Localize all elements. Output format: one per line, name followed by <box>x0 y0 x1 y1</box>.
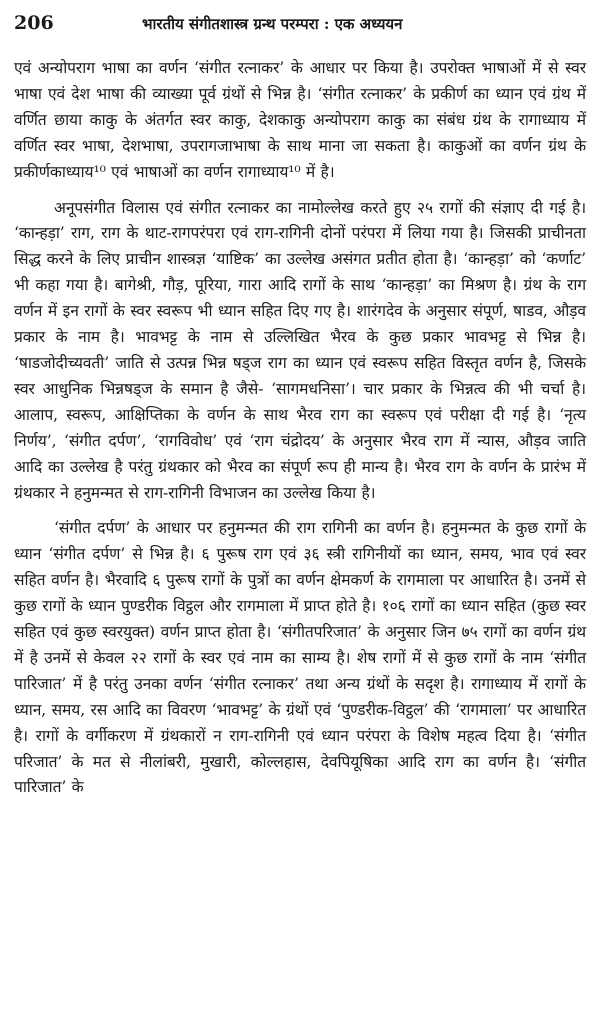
paragraph: अनूपसंगीत विलास एवं संगीत रत्नाकर का नामोल्लेख करते हुए २५ रागों की संज्ञाए दी गई है। ‘कान्हड़ा’ राग, राग के थाट-रागपरंपरा एवं राग-रागिनी दोनों परंपरा में लिया गया है। जिसकी प्राचीनता सिद्ध करने के लिए प्राचीन शास्त्रज्ञ ‘याष्टिक’ का उल्लेख असंगत प्रतीत होता है। ‘कान्हड़ा’ को ‘कर्णाट’ भी कहा गया है। बागेश्री, गौड़, पूरिया, गारा आदि रागों के साथ ‘कान्हड़ा’ का मिश्रण है। ग्रंथ के राग वर्णन में इन रागों के स्वर स्वरूप भी ध्यान सहित दिए गए है। शारंगदेव के अनुसार संपूर्ण, षाडव, औड़व प्रकार के नाम है। भावभट्ट के नाम से उल्लिखित भैरव के कुछ प्रकार भावभट्ट से भिन्न है। ‘षाडजोदीच्यवती’ जाति से उत्पन्न भिन्न षड्ज राग का ध्यान एवं स्वरूप सहित विस्तृत वर्णन है, जिसके स्वर आधुनिक भिन्नषड्ज के समान है जैसे- ‘सागमधनिसा’। चार प्रकार के भिन्नत्व की भी चर्चा है। आलाप, स्वरूप, आक्षिप्तिका के वर्णन के साथ भैरव राग का स्वरूप एवं परीक्षा दी गई है। ‘नृत्य निर्णय’, ‘संगीत दर्पण’, ‘रागविवोध’ एवं ‘राग चंद्रोदय’ के अनुसार भैरव राग में न्यास, औड़व जाति आदि का उल्लेख है परंतु ग्रंथकार को भैरव का संपूर्ण रूप ही मान्य है। भैरव राग के वर्णन के प्रारंभ में ग्रंथकार ने हनुमन्मत से राग-रागिनी विभाजन का उल्लेख किया है। <box>14 198 586 502</box>
running-head: भारतीय संगीतशास्त्र ग्रन्थ परम्परा : एक अध्ययन <box>142 15 403 33</box>
page-number: 206 <box>14 12 54 34</box>
page-header <box>14 12 586 42</box>
paragraph: ‘संगीत दर्पण’ के आधार पर हनुमन्मत की राग रागिनी का वर्णन है। हनुमन्मत के कुछ रागों के ध्यान ‘संगीत दर्पण’ से भिन्न है। ६ पुरूष राग एवं ३६ स्त्री रागिनीयों का ध्यान, समय, भाव एवं स्वर सहित वर्णन है। भैरवादि ६ पुरूष रागों के पुत्रों का वर्णन क्षेमकर्ण के रागमाला पर आधारित है। उनमें से कुछ रागों के ध्यान पुण्डरीक विट्ठल और रागमाला में प्राप्त होते है। १०६ रागों का ध्यान सहित (कुछ स्वर सहित एवं कुछ स्वरयुक्त) वर्णन प्राप्त होता है। ‘संगीतपरिजात’ के अनुसार जिन ७५ रागों का वर्णन ग्रंथ में है उनमें से केवल २२ रागों के स्वर एवं नाम का साम्य है। शेष रागों में से कुछ रागों के नाम ‘संगीत पारिजात’ में है परंतु उनका वर्णन ‘संगीत रत्नाकर’ तथा अन्य ग्रंथों के सदृश है। रागाध्याय में रागों के ध्यान, समय, रस आदि का विवरण ‘भावभट्ट’ के ग्रंथों एवं ‘पुण्डरीक-विट्ठल’ की ‘रागमाला’ पर आधारित है। रागों के वर्गीकरण में ग्रंथकारों न राग-रागिनी एवं ध्यान परंपरा के विशेष महत्व दिया है। ‘संगीत परिजात’ के मत से नीलांबरी, मुखारी, कोल्लहास, देवपियूषिका आदि राग का वर्णन है। ‘संगीत पारिजात’ के <box>14 519 586 797</box>
body-text <box>14 56 586 801</box>
paragraph: एवं अन्योपराग भाषा का वर्णन ‘संगीत रत्नाकर’ के आधार पर किया है। उपरोक्त भाषाओं में से स्वर भाषा एवं देश भाषा की व्याख्या पूर्व ग्रंथों से भिन्न है। ‘संगीत रत्नाकर’ के प्रकीर्ण का ध्यान एवं ग्रंथ में वर्णित छाया काकु के अंतर्गत स्वर काकु, देशकाकु अन्योपराग काकु का संबंध ग्रंथ के रागाध्याय में वर्णित स्वर भाषा, देशभाषा, उपरागजाभाषा के साथ माना जा सकता है। काकुओं का वर्णन ग्रंथ के प्रकीर्णकाध्याय¹⁰ एवं भाषाओं का वर्णन रागाध्याय¹⁰ में है। <box>14 59 586 181</box>
